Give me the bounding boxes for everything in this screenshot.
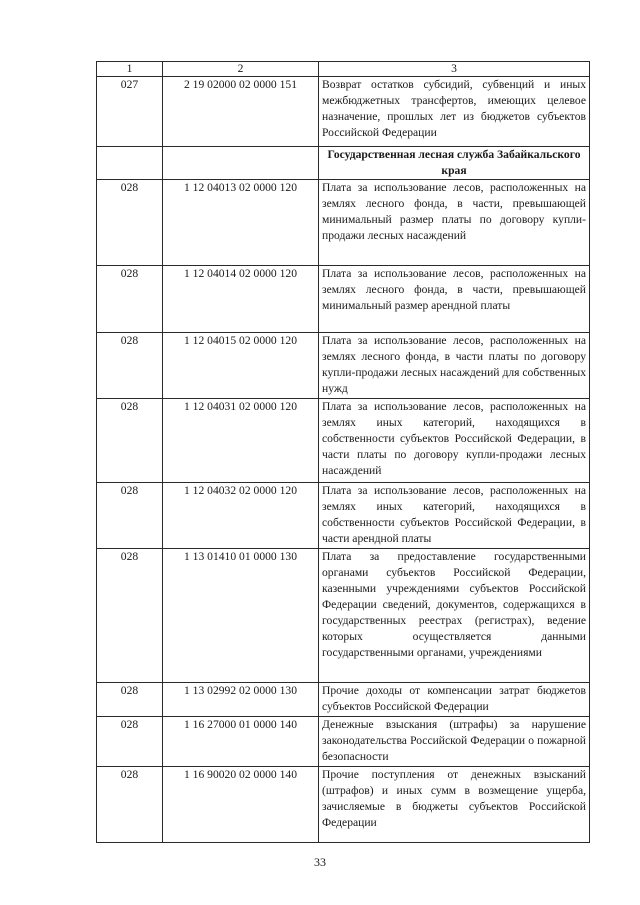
admin-code-cell: 028 [97,483,163,549]
budget-code-cell: 2 19 02000 02 0000 151 [163,77,319,147]
budget-code-cell: 1 12 04031 02 0000 120 [163,399,319,483]
admin-code-cell: 028 [97,399,163,483]
table-header-row [97,62,590,77]
budget-code-cell: 1 12 04032 02 0000 120 [163,483,319,549]
column-header-1: 1 [97,62,163,77]
description-cell: Прочие поступления от денежных взысканий (штрафов) и иных сумм в возмещение ущерба, зачисляемые в бюджеты субъектов Российской Федерации [319,767,590,843]
budget-code-cell: 1 12 04015 02 0000 120 [163,333,319,399]
admin-code-cell: 028 [97,683,163,717]
table-row [97,399,590,483]
table-row [97,717,590,767]
admin-code-cell: 028 [97,333,163,399]
description-cell: Плата за использование лесов, расположенных на землях лесного фонда, в части платы по договору купли-продажи лесных насаждений для собственных нужд [319,333,590,399]
description-cell: Денежные взыскания (штрафы) за нарушение законодательства Российской Федерации о пожарной безопасности [319,717,590,767]
column-header-3: 3 [319,62,590,77]
column-header-2: 2 [163,62,319,77]
description-cell: Плата за использование лесов, расположенных на землях лесного фонда, в части, превышающей минимальный размер платы по договору купли-продажи лесных насаждений [319,180,590,266]
admin-code-cell: 028 [97,266,163,333]
budget-code-cell [163,147,319,180]
table-row [97,683,590,717]
budget-code-cell: 1 13 02992 02 0000 130 [163,683,319,717]
revenue-codes-table [96,61,590,843]
admin-code-cell: 027 [97,77,163,147]
budget-code-cell: 1 16 27000 01 0000 140 [163,717,319,767]
table-row [97,333,590,399]
description-cell: Плата за предоставление государственными органами субъектов Российской Федерации, казенными учреждениями субъектов Российской Федерации сведений, документов, содержащихся в государственных реестрах (регистрах), ведение которых осуществляется данными государственными органами, учреждениями [319,549,590,683]
table-row [97,483,590,549]
budget-code-cell: 1 16 90020 02 0000 140 [163,767,319,843]
admin-code-cell: 028 [97,767,163,843]
table-row [97,266,590,333]
description-cell: Плата за использование лесов, расположенных на землях иных категорий, находящихся в собственности субъектов Российской Федерации, в части арендной платы [319,483,590,549]
description-cell: Плата за использование лесов, расположенных на землях лесного фонда, в части, превышающей минимальный размер арендной платы [319,266,590,333]
budget-code-cell: 1 12 04014 02 0000 120 [163,266,319,333]
table-row [97,180,590,266]
admin-code-cell [97,147,163,180]
table-row [97,767,590,843]
description-cell: Возврат остатков субсидий, субвенций и иных межбюджетных трансфертов, имеющих целевое назначение, прошлых лет из бюджетов субъектов Российской Федерации [319,77,590,147]
table-row [97,77,590,147]
admin-code-cell: 028 [97,180,163,266]
section-title: Государственная лесная служба Забайкальского края [319,147,590,180]
table-row [97,549,590,683]
page-number: 33 [314,855,326,869]
budget-code-cell: 1 13 01410 01 0000 130 [163,549,319,683]
section-header-row [97,147,590,180]
description-cell: Плата за использование лесов, расположенных на землях иных категорий, находящихся в собственности субъектов Российской Федерации, в части платы по договору купли-продажи лесных насаждений [319,399,590,483]
admin-code-cell: 028 [97,717,163,767]
budget-code-cell: 1 12 04013 02 0000 120 [163,180,319,266]
description-cell: Прочие доходы от компенсации затрат бюджетов субъектов Российской Федерации [319,683,590,717]
admin-code-cell: 028 [97,549,163,683]
